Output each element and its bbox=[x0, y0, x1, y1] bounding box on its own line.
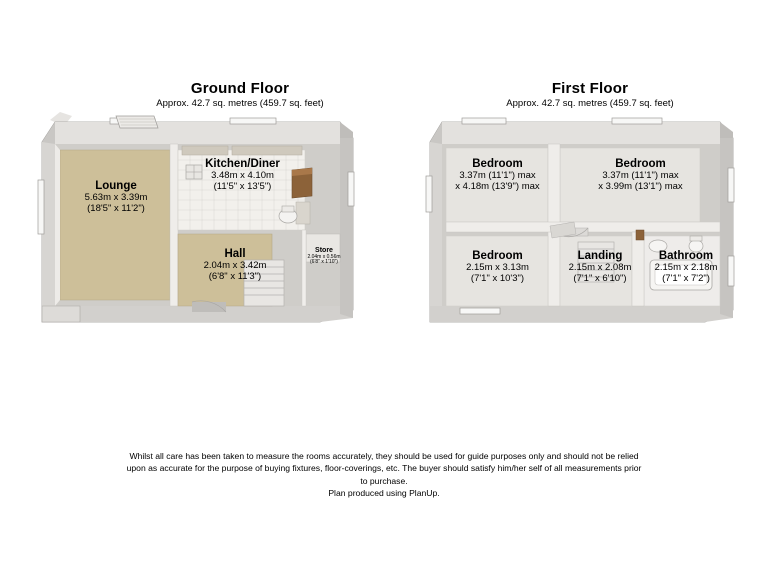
disclaimer-line-2: upon as accurate for the purpose of buying fixtures, floor-coverings, etc. The buyer should satisfy him/her self of all measurements prior bbox=[126, 463, 642, 474]
room-bedroom-3-dim-metric: 2.15m x 3.13m bbox=[466, 261, 529, 273]
ground-floor-artwork bbox=[20, 110, 370, 340]
room-bedroom-2-dim-metric: 3.37m (11'1") max bbox=[602, 169, 679, 181]
room-landing-dim-metric: 2.15m x 2.08m bbox=[568, 261, 632, 273]
first-floor-diagram bbox=[400, 110, 750, 340]
disclaimer-line-3: to purchase. bbox=[360, 475, 408, 486]
room-bedroom-3 bbox=[440, 250, 555, 284]
room-bathroom-dim-metric: 2.15m x 2.18m bbox=[654, 261, 718, 273]
room-landing-name: Landing bbox=[577, 250, 623, 262]
room-hall-name: Hall bbox=[224, 248, 246, 260]
room-bedroom-3-name: Bedroom bbox=[472, 250, 523, 262]
room-bedroom-2-name: Bedroom bbox=[615, 158, 666, 170]
ground-floor-diagram bbox=[20, 110, 370, 340]
ground-floor-subtitle: Approx. 42.7 sq. metres (459.7 sq. feet) bbox=[156, 98, 324, 109]
room-hall-dim-imperial: (6'8" x 11'3") bbox=[208, 270, 262, 282]
room-lounge-name: Lounge bbox=[95, 180, 137, 192]
room-bedroom-3-dim-imperial: (7'1" x 10'3") bbox=[470, 272, 525, 284]
room-kitchen-diner-name: Kitchen/Diner bbox=[205, 158, 280, 170]
first-floor-subtitle: Approx. 42.7 sq. metres (459.7 sq. feet) bbox=[506, 98, 674, 109]
disclaimer-line-1: Whilst all care has been taken to measure the rooms accurately, they should be used for guide purposes only and should not be relied bbox=[129, 451, 639, 461]
room-bedroom-2-dim-imperial: x 3.99m (13'1") max bbox=[598, 180, 683, 192]
room-landing bbox=[558, 250, 642, 284]
room-store-dim-metric: 2.04m x 0.56m bbox=[307, 253, 341, 260]
room-kitchen-diner-dim-metric: 3.48m x 4.10m bbox=[211, 169, 274, 181]
room-store-dim-imperial: (6'8" x 1'10") bbox=[310, 259, 338, 266]
first-floor-artwork bbox=[400, 110, 750, 340]
room-lounge-dim-metric: 5.63m x 3.39m bbox=[84, 191, 148, 203]
room-bedroom-1 bbox=[440, 158, 555, 192]
first-floor-title: First Floor bbox=[551, 80, 629, 97]
room-hall-dim-metric: 2.04m x 3.42m bbox=[203, 259, 267, 271]
room-bathroom-dim-imperial: (7'1" x 7'2") bbox=[662, 272, 710, 284]
room-bathroom-name: Bathroom bbox=[658, 250, 714, 262]
room-bedroom-1-dim-metric: 3.37m (11'1") max bbox=[459, 169, 536, 181]
room-lounge bbox=[56, 180, 176, 214]
ground-floor-title: Ground Floor bbox=[190, 80, 290, 97]
room-lounge-dim-imperial: (18'5" x 11'2") bbox=[87, 202, 145, 214]
room-hall bbox=[180, 248, 290, 282]
disclaimer bbox=[84, 450, 684, 500]
disclaimer-line-4: Plan produced using PlanUp. bbox=[328, 488, 440, 499]
room-landing-dim-imperial: (7'1" x 6'10") bbox=[573, 272, 627, 284]
room-bedroom-2 bbox=[578, 158, 703, 192]
room-store-name: Store bbox=[315, 247, 333, 254]
room-kitchen-diner-dim-imperial: (11'5" x 13'5") bbox=[213, 180, 272, 192]
room-store bbox=[303, 247, 345, 266]
room-bedroom-1-name: Bedroom bbox=[472, 158, 523, 170]
room-kitchen-diner bbox=[175, 158, 310, 192]
room-bedroom-1-dim-imperial: x 4.18m (13'9") max bbox=[455, 180, 540, 192]
room-bathroom bbox=[643, 250, 729, 284]
